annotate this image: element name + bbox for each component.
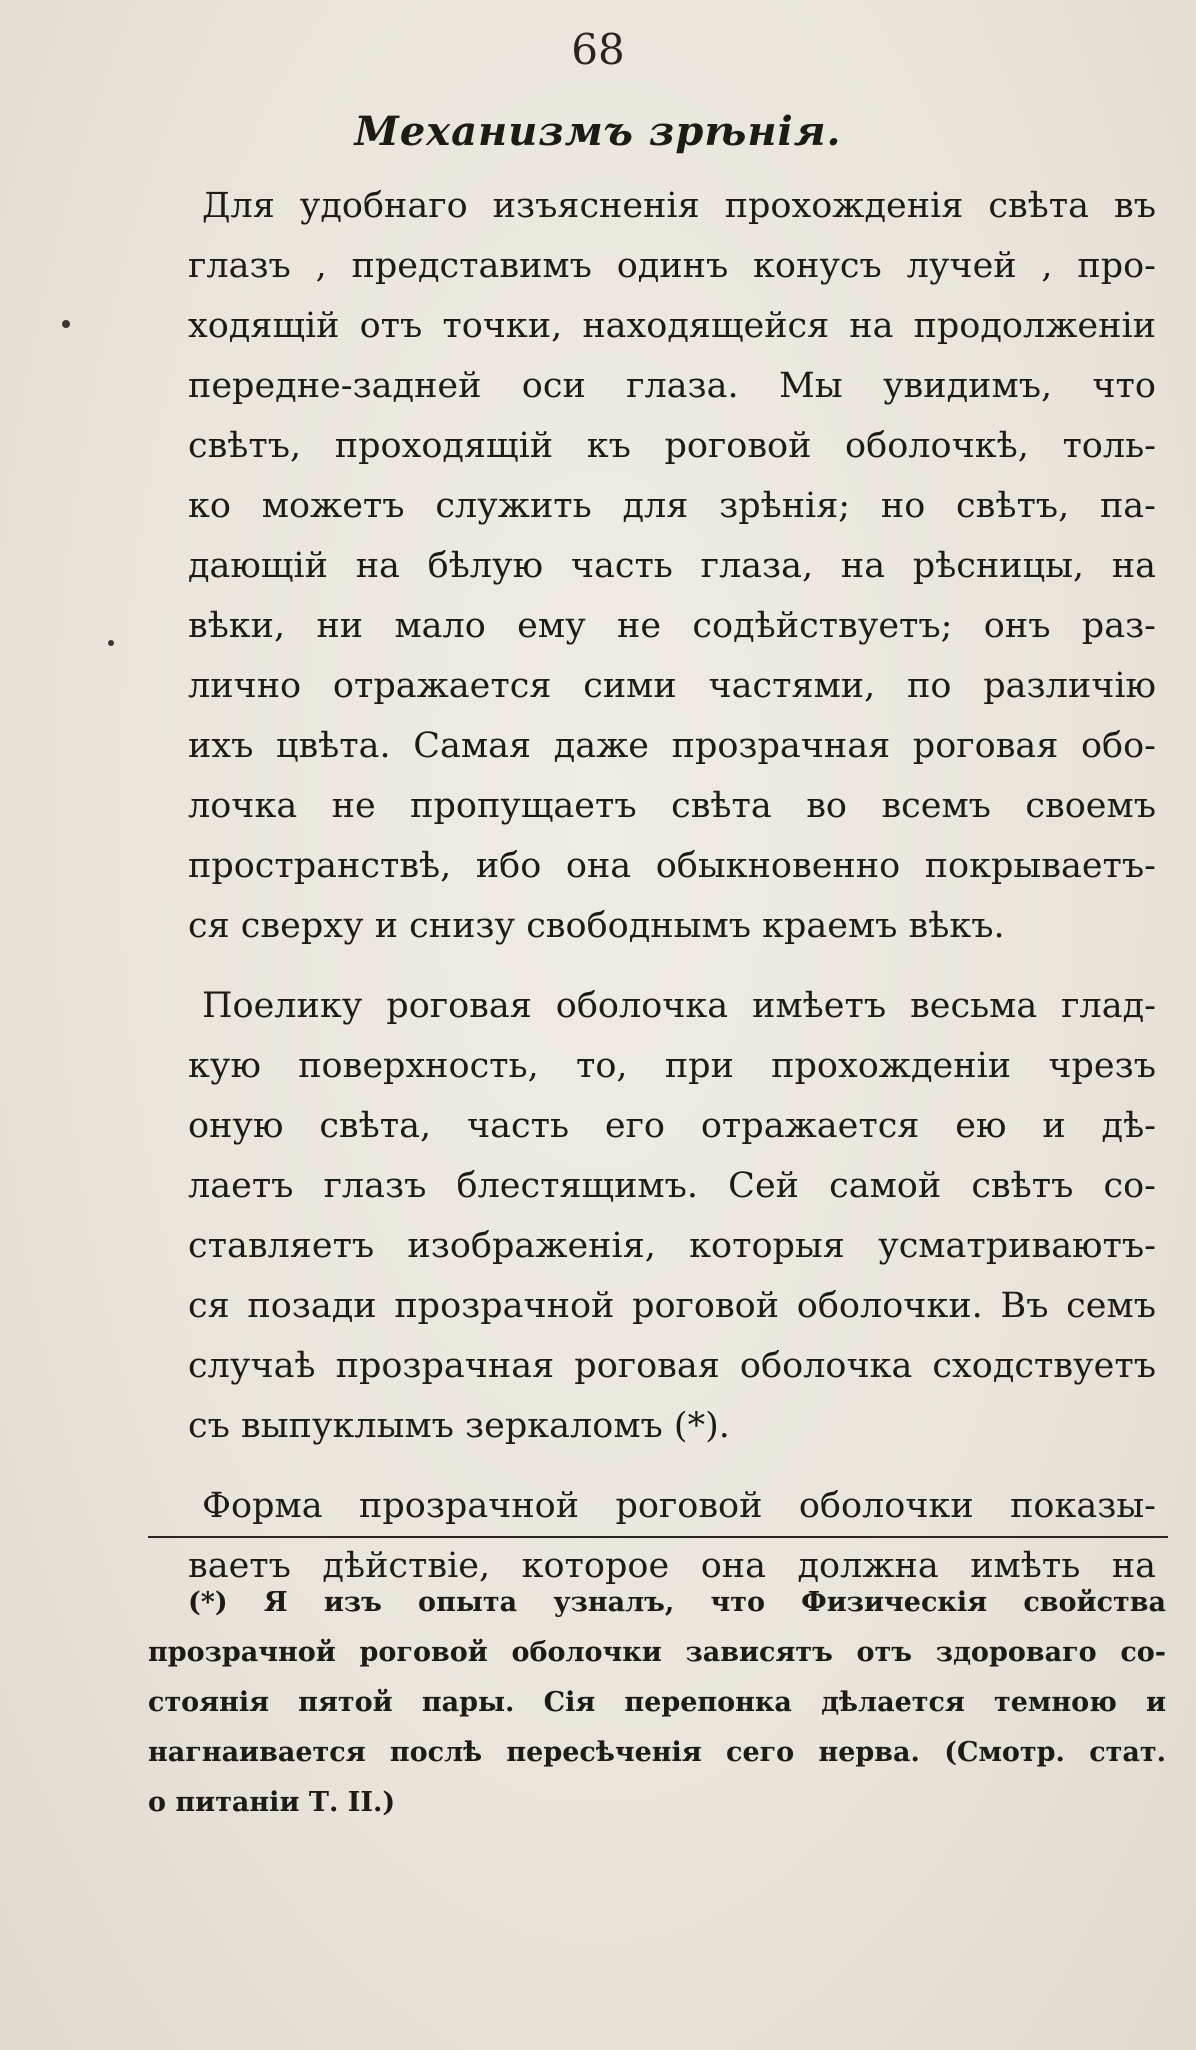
text-line: ихъ цвѣта. Самая даже прозрачная роговая обо- [188,726,1156,766]
footnote [148,1578,1166,1828]
text-line: ваетъ дѣйствіе, которое она должна имѣть на [188,1546,1156,1586]
text-line: дающій на бѣлую часть глаза, на рѣсницы, на [188,546,1156,586]
text-line: ко можетъ служить для зрѣнія; но свѣтъ, па- [188,486,1156,526]
footnote-line: стоянія пятой пары. Сія перепонка дѣлается темною и [148,1687,1166,1718]
text-line: вѣки, ни мало ему не содѣйствуетъ; онъ раз- [188,606,1156,646]
text-line: ся сверху и снизу свободнымъ краемъ вѣкъ. [188,906,1005,946]
ink-speck [62,320,70,328]
text-line: случаѣ прозрачная роговая оболочка сходствуетъ [188,1346,1156,1386]
section-heading: Механизмъ зрѣнія. [354,108,842,155]
text-line: ся позади прозрачной роговой оболочки. Въ семъ [188,1286,1156,1326]
text-line: лично отражается сими частями, по различію [188,666,1156,706]
page-number: 68 [571,25,625,74]
text-line: съ выпуклымъ зеркаломъ (*). [188,1406,730,1446]
footnote-line: прозрачной роговой оболочки зависятъ отъ здороваго со- [148,1637,1166,1668]
ink-speck [108,640,114,646]
text-line: Форма прозрачной роговой оболочки показы- [202,1486,1156,1526]
text-line: свѣтъ, проходящій къ роговой оболочкѣ, толь- [188,426,1156,466]
footnote-line: (*) Я изъ опыта узналъ, что Физическія свойства [188,1587,1166,1618]
main-text [188,176,1156,1616]
text-line: ставляетъ изображенія, которыя усматриваютъ- [188,1226,1156,1266]
paragraph-1 [188,176,1156,956]
text-line: Для удобнаго изъясненія прохожденія свѣта въ [202,186,1156,226]
text-line: Поелику роговая оболочка имѣетъ весьма глад- [202,986,1156,1026]
footnote-divider [148,1536,1168,1538]
text-line: кую поверхность, то, при прохожденіи чрезъ [188,1046,1156,1086]
text-line: оную свѣта, часть его отражается ею и дѣ- [188,1106,1156,1146]
text-line: пространствѣ, ибо она обыкновенно покрываетъ- [188,846,1156,886]
paragraph-2 [188,976,1156,1456]
text-line: передне-задней оси глаза. Мы увидимъ, что [188,366,1156,406]
text-line: глазъ , представимъ одинъ конусъ лучей , про- [188,246,1156,286]
text-line: ходящій отъ точки, находящейся на продолженіи [188,306,1156,346]
footnote-line: нагнаивается послѣ пересѣченія сего нерва. (Смотр. стат. [148,1737,1166,1768]
text-line: лаетъ глазъ блестящимъ. Сей самой свѣтъ со- [188,1166,1156,1206]
text-line: лочка не пропущаетъ свѣта во всемъ своемъ [188,786,1156,826]
footnote-line: о питаніи Т. II.) [148,1787,396,1818]
